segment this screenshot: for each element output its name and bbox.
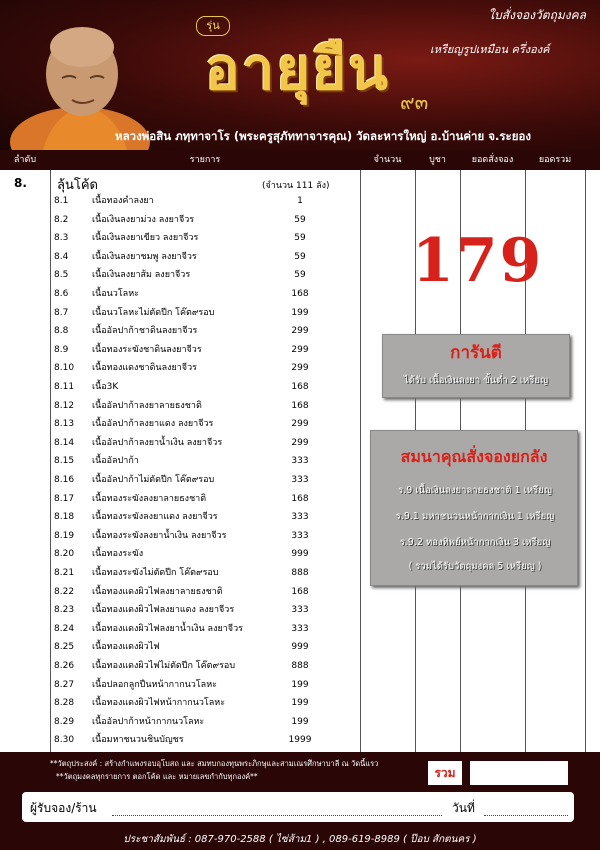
item-price: 59 <box>294 214 306 225</box>
table-row <box>50 508 350 526</box>
item-number: 8.6 <box>54 289 69 299</box>
title-number: ๙๓ <box>400 90 429 114</box>
code-note: **วัตถุมงคลทุกรายการ ตอกโค้ด และ หมายเลขกำกับทุกองค์** <box>56 772 258 781</box>
item-number: 8.19 <box>54 530 75 541</box>
item-name: เนื้อทองระฆังลงยาน้ำเงิน ลงยาจีวร <box>92 530 227 541</box>
order-form-row <box>22 792 574 822</box>
item-number: 8.24 <box>54 623 75 634</box>
table-row <box>50 713 350 731</box>
highlight-number: 179 <box>412 226 544 296</box>
col-order: ลำดับ <box>13 155 37 165</box>
item-name: เนื้อทองแดงผิวไฟ <box>92 642 160 653</box>
item-number: 8.9 <box>54 344 69 355</box>
col-qty: จำนวน <box>373 155 402 165</box>
footer <box>0 752 600 850</box>
item-name: เนื้ออัลปาก้าหน้ากากนวโลหะ <box>92 716 205 727</box>
item-number: 8.23 <box>54 605 75 616</box>
item-price: 168 <box>291 382 309 392</box>
table-header <box>0 150 600 170</box>
col-item: รายการ <box>189 155 221 165</box>
contact-line: ประชาสัมพันธ์ : 087-970-2588 ( ไซ่ส้าม1 ) , 089-619-8989 ( ป๊อบ สักตนคร ) <box>123 834 477 845</box>
item-name: เนื้อ3K <box>92 382 119 392</box>
item-price: 888 <box>291 661 309 671</box>
item-number: 8.30 <box>54 735 75 746</box>
item-price: 168 <box>291 289 309 299</box>
item-name: เนื้อมหาชนวนชินบัญชร <box>92 735 184 746</box>
table-row <box>50 266 350 284</box>
guarantee-box <box>382 334 570 398</box>
table-row <box>50 694 350 712</box>
item-number: 8.13 <box>54 419 75 430</box>
recipient-label: ผู้รับจอง/ร้าน <box>30 801 97 815</box>
table-row <box>50 657 350 675</box>
item-price: 59 <box>294 251 306 262</box>
item-number: 8.4 <box>54 251 69 262</box>
item-name: เนื้ออัลปาก้าชาดินลงยาจีวร <box>92 326 198 337</box>
item-number: 8.3 <box>54 233 69 244</box>
item-number: 8.21 <box>54 568 75 578</box>
item-price: 168 <box>291 400 309 411</box>
item-name: เนื้อทองแดงผิวไฟลงยาลายธงชาติ <box>92 586 223 597</box>
item-number: 8.14 <box>54 437 75 448</box>
monk-name-line: หลวงพ่อสิน ภทฺทาจาโร (พระครูสุภัททาจารคุณ) วัดละหารใหญ่ อ.บ้านค่าย จ.ระยอง <box>115 129 531 143</box>
col-total: ยอดรวม <box>538 155 572 165</box>
item-name: เนื้อทองระฆังไม่ตัดปีก โค๊ต๙รอบ <box>92 568 219 578</box>
page-title: อายุยืน <box>205 35 391 103</box>
date-label: วันที่ <box>452 801 475 815</box>
item-number: 8.29 <box>54 716 75 727</box>
table-row <box>50 452 350 470</box>
coin-subtitle: เหรียญรูปเหมือน ครึ่งองค์ <box>430 43 550 56</box>
table-row <box>50 378 350 396</box>
item-name: เนื้อทองระฆังลงยาลายธงชาติ <box>92 493 207 504</box>
item-name: เนื้อทองแดงผิวไฟลงยาน้ำเงิน ลงยาจีวร <box>92 623 243 634</box>
section-count: (จำนวน 111 ลัง) <box>262 181 330 191</box>
date-field[interactable] <box>484 814 568 816</box>
promo-line: ( รวมได้รับวัตถุมงคล 5 เหรียญ ) <box>408 561 542 572</box>
item-name: เนื้อเงินลงยาเขียว ลงยาจีวร <box>92 233 199 244</box>
item-number: 8.16 <box>54 475 75 485</box>
table-row <box>50 471 350 489</box>
recipient-field[interactable] <box>112 814 442 816</box>
table-row <box>50 285 350 303</box>
table-row <box>50 229 350 247</box>
table-row <box>50 490 350 508</box>
item-price: 333 <box>291 475 309 485</box>
table-row <box>50 676 350 694</box>
item-number: 8.11 <box>54 382 75 392</box>
item-name: เนื้อทองระฆังลงยาแดง ลงยาจีวร <box>92 512 218 523</box>
item-price: 999 <box>291 642 309 653</box>
item-name: เนื้ออัลปาก้าไม่ตัดปีก โค๊ต๙รอบ <box>92 475 215 485</box>
item-name: เนื้ออัลปาก้าลงยาแดง ลงยาจีวร <box>92 419 214 430</box>
item-number: 8.17 <box>54 493 75 504</box>
table-row <box>50 583 350 601</box>
table-row <box>50 322 350 340</box>
item-price: 299 <box>291 437 309 448</box>
promo-line: ร.9.1 มหาชนวนหน้ากากเงิน 1 เหรียญ <box>395 511 555 522</box>
item-name: เนื้อนวโลหะไม่ตัดปีก โค๊ต๙รอบ <box>92 307 215 318</box>
item-number: 8.22 <box>54 586 75 597</box>
item-number: 8.15 <box>54 456 75 467</box>
divider <box>360 170 361 752</box>
item-price: 299 <box>291 326 309 337</box>
item-price: 333 <box>291 530 309 541</box>
item-name: เนื้ออัลปาก้าลงยาลายธงชาติ <box>92 400 202 411</box>
item-number: 8.12 <box>54 400 75 411</box>
table-row <box>50 248 350 266</box>
item-number: 8.26 <box>54 661 75 671</box>
item-price: 1999 <box>288 735 312 746</box>
table-row <box>50 304 350 322</box>
item-price: 168 <box>291 586 309 597</box>
item-number: 8.28 <box>54 698 75 709</box>
guarantee-text: ได้รับ เนื้อเงินลงยา ขั้นต่ำ 2 เหรียญ <box>403 375 549 386</box>
item-number: 8.18 <box>54 512 75 523</box>
table-row <box>50 211 350 229</box>
item-name: เนื้อนวโลหะ <box>92 289 139 299</box>
promo-line: ร.9 เนื้อเงินลงยาลายธงชาติ 1 เหรียญ <box>398 485 552 496</box>
item-number: 8.25 <box>54 642 75 653</box>
item-name: เนื้อเงินลงยาม่วง ลงยาจีวร <box>92 214 195 225</box>
col-price: บูชา <box>429 155 446 165</box>
col-ordered: ยอดสั่งจอง <box>471 155 514 165</box>
item-name: เนื้อทองระฆังชาดินลงยาจีวร <box>92 344 202 355</box>
item-price: 59 <box>294 233 306 244</box>
table-row <box>50 341 350 359</box>
table-row <box>50 415 350 433</box>
table-row <box>50 564 350 582</box>
promo-box <box>370 430 578 586</box>
item-price: 299 <box>291 344 309 355</box>
item-price: 199 <box>291 307 309 318</box>
promo-line: ร.9.2 ทองทิพย์หน้ากากเงิน 3 เหรียญ <box>399 537 551 548</box>
guarantee-title: การันตี <box>450 343 502 363</box>
table-row <box>50 527 350 545</box>
item-number: 8.7 <box>54 307 69 318</box>
item-name: เนื้ออัลปาก้า <box>92 456 139 467</box>
item-price: 333 <box>291 623 309 634</box>
item-number: 8.1 <box>54 196 69 206</box>
table-row <box>50 601 350 619</box>
item-price: 199 <box>291 698 309 709</box>
item-price: 199 <box>291 679 309 690</box>
item-price: 299 <box>291 363 309 374</box>
section-number: 8. <box>14 176 27 190</box>
item-price: 199 <box>291 716 309 727</box>
item-price: 59 <box>294 270 306 281</box>
table-row <box>50 638 350 656</box>
item-price: 333 <box>291 605 309 616</box>
item-price: 888 <box>291 568 309 578</box>
item-number: 8.10 <box>54 363 75 374</box>
purpose-note: **วัตถุประสงค์ : สร้างกำแพงรอบอุโบสถ และ สมทบกองทุนพระภิกษุและสามเณรศึกษาบาลี ณ วัดนี้แรว <box>50 759 379 768</box>
table-row <box>50 731 350 749</box>
item-price: 333 <box>291 456 309 467</box>
table-row <box>50 359 350 377</box>
item-number: 8.5 <box>54 270 69 281</box>
table-row <box>50 397 350 415</box>
order-form-label: ใบสั่งจองวัตถุมงคล <box>488 8 586 22</box>
edition-tag: รุ่น <box>196 16 230 36</box>
item-number: 8.2 <box>54 214 69 225</box>
item-name: เนื้อทองแดงผิวไฟไม่ตัดปีก โค๊ต๙รอบ <box>92 661 236 671</box>
item-name: เนื้ออัลปาก้าลงยาน้ำเงิน ลงยาจีวร <box>92 437 223 448</box>
total-label: รวม <box>428 761 462 785</box>
item-price: 299 <box>291 419 309 430</box>
promo-title: สมนาคุณสั่งจองยกลัง <box>400 447 548 466</box>
item-name: เนื้อทองแดงผิวไฟหน้ากากนวโลหะ <box>92 698 226 709</box>
item-number: 8.20 <box>54 549 75 560</box>
item-name: เนื้อเงินลงยาชมพู ลงยาจีวร <box>92 251 197 262</box>
item-price: 168 <box>291 493 309 504</box>
table-row <box>50 434 350 452</box>
item-price: 333 <box>291 512 309 523</box>
item-number: 8.8 <box>54 326 69 337</box>
divider <box>585 170 586 752</box>
table-row <box>50 620 350 638</box>
item-name: เนื้อทองแดงชาดินลงยาจีวร <box>92 363 197 374</box>
table-row <box>50 192 350 210</box>
item-name: เนื้อปลอกลูกปืนหน้ากากนวโลหะ <box>92 679 217 690</box>
total-field[interactable] <box>470 761 568 785</box>
item-name: เนื้อเงินลงยาส้ม ลงยาจีวร <box>92 270 191 281</box>
item-price: 999 <box>291 549 309 560</box>
item-name: เนื้อทองคำลงยา <box>92 196 154 206</box>
item-name: เนื้อทองระฆัง <box>92 549 144 560</box>
header-banner <box>0 0 600 150</box>
section-title: ลุ้นโค้ด <box>57 178 98 193</box>
item-name: เนื้อทองแดงผิวไฟลงยาแดง ลงยาจีวร <box>92 605 235 616</box>
table-row <box>50 545 350 563</box>
item-number: 8.27 <box>54 679 75 690</box>
item-price: 1 <box>297 196 303 206</box>
